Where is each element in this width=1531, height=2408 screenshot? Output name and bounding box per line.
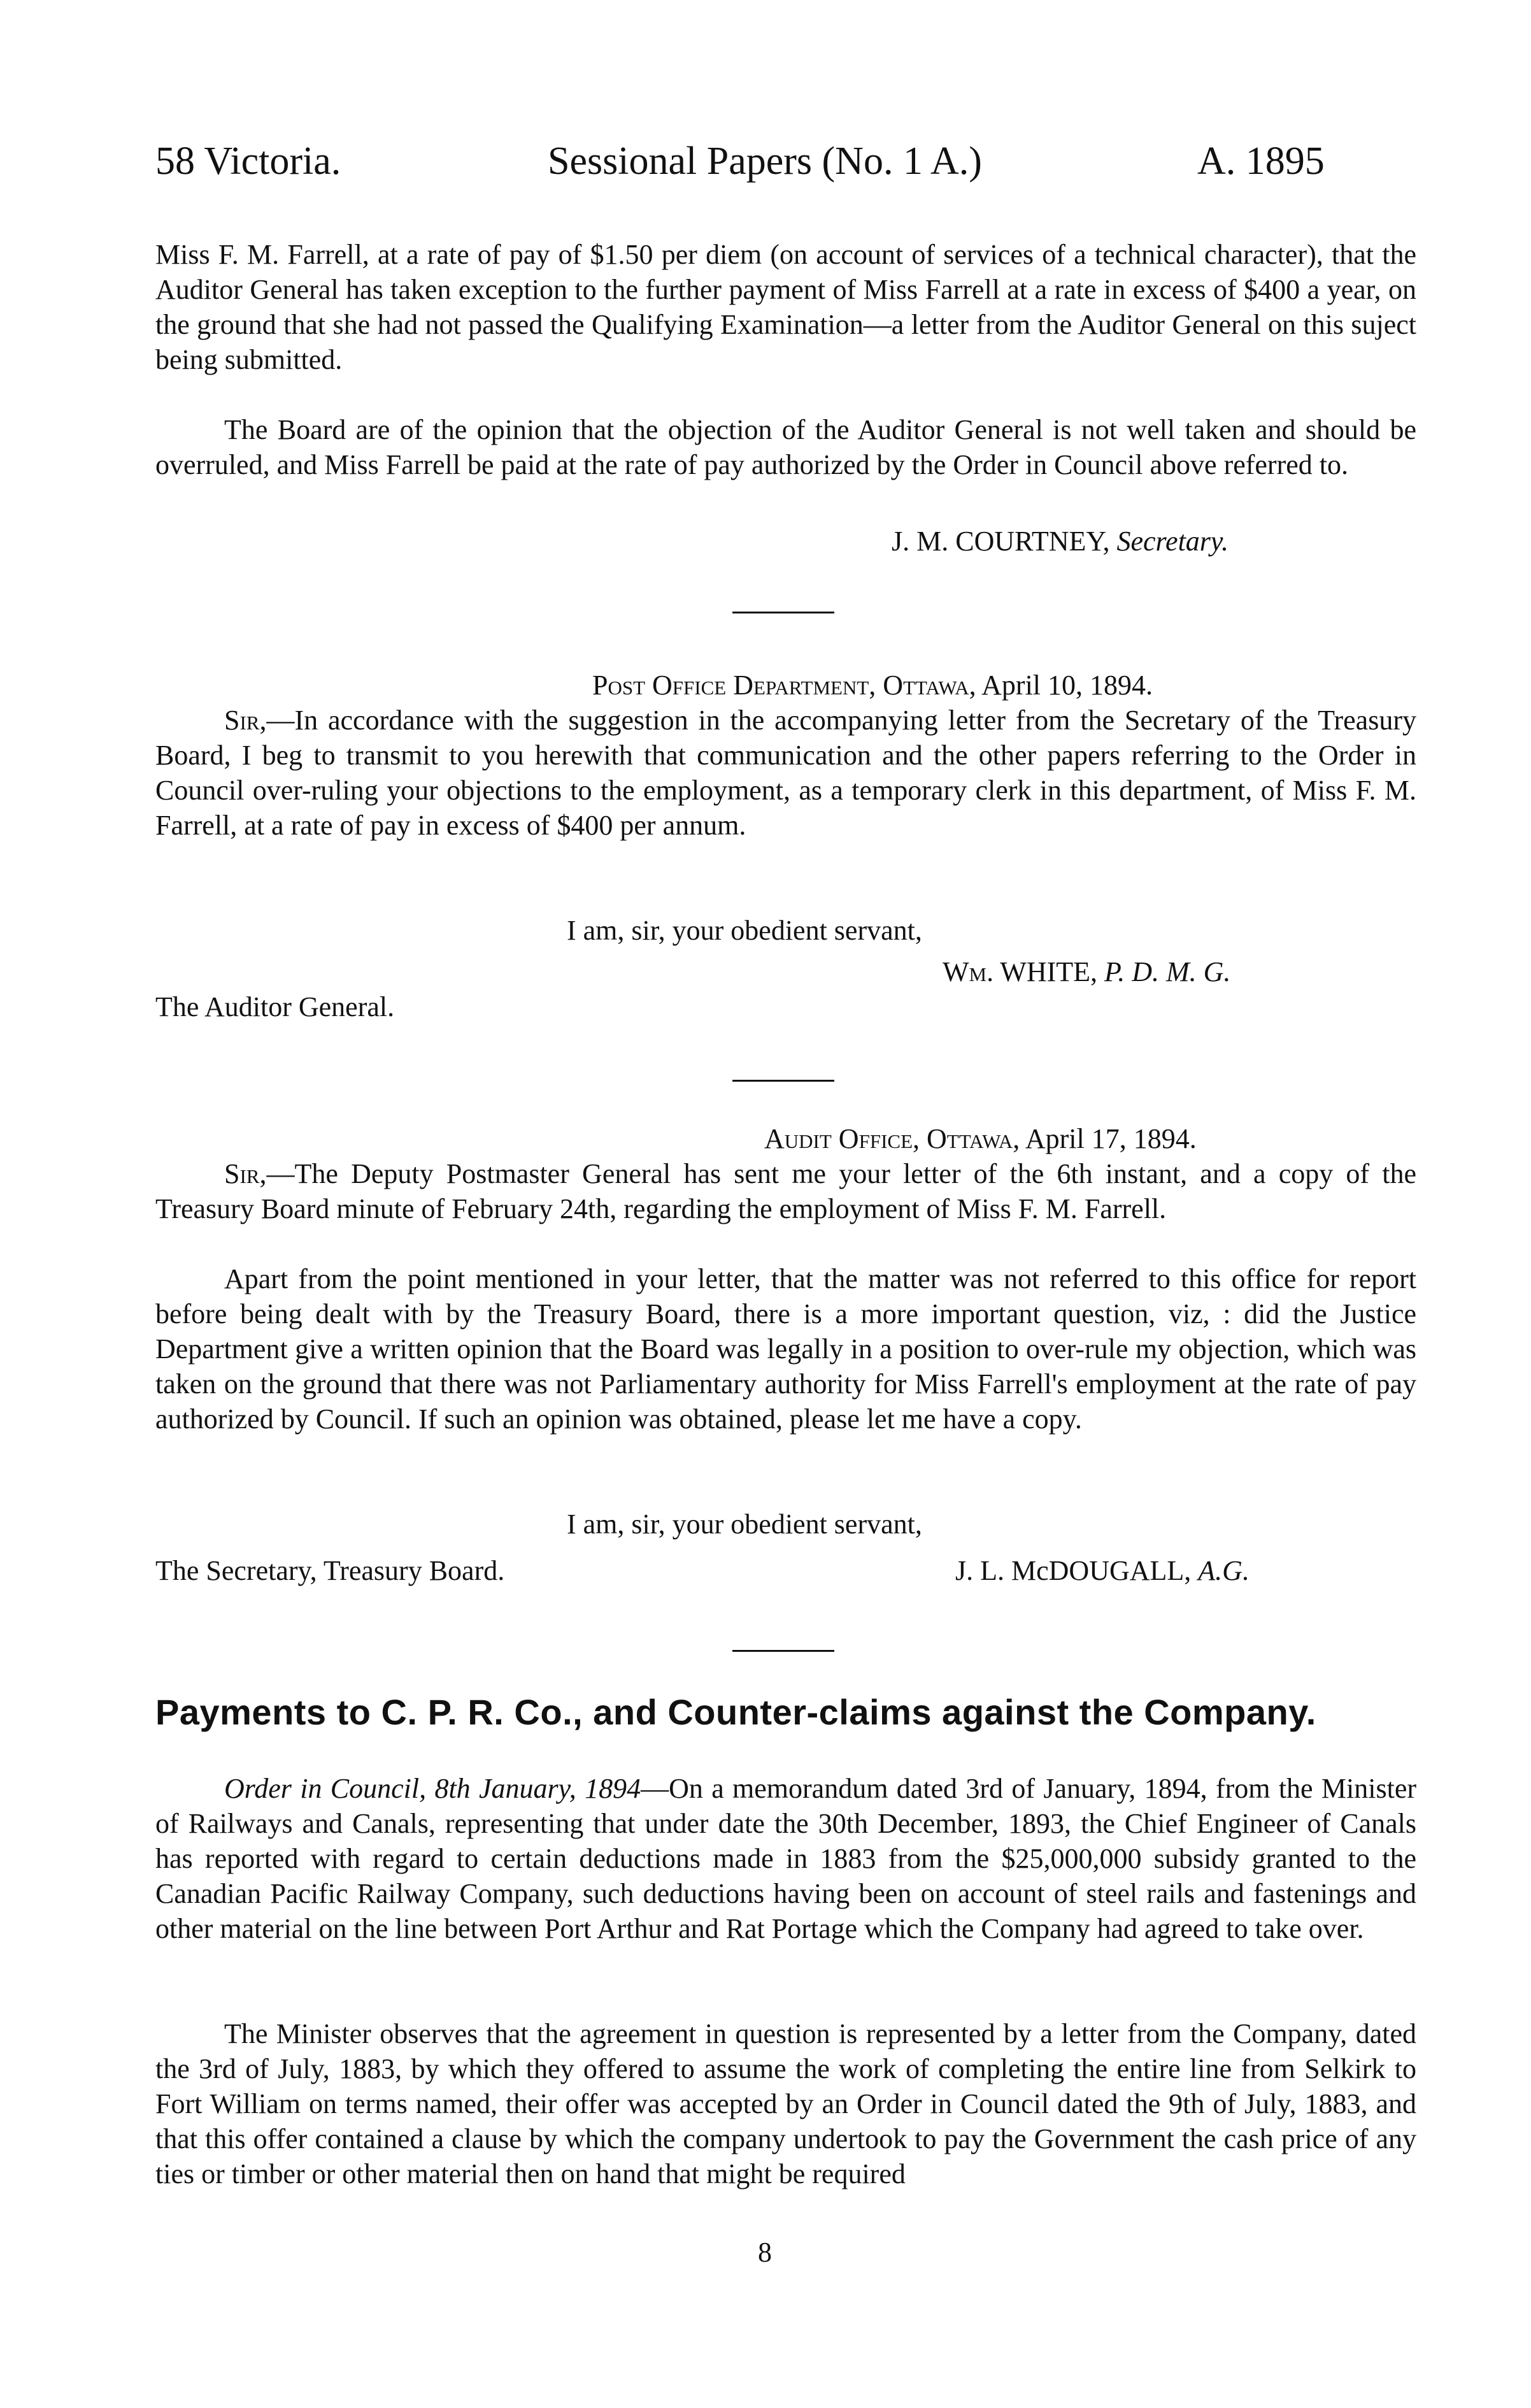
letter-white-body [155, 703, 1416, 843]
signer-title: P. D. M. G. [1104, 956, 1231, 987]
header-title: Sessional Papers (No. 1 A.) [548, 140, 982, 183]
letter-mcdougall-body-1 [155, 1156, 1416, 1226]
closing-line: I am, sir, your obedient servant, [567, 1509, 922, 1540]
header-year: A. 1895 [1197, 140, 1325, 183]
letter-mcdougall-body-2: Apart from the point mentioned in your letter, that the matter was not referred to this office for report before being dealt with by the Treasury Board, there is a more important question, viz, : did the Justice Department give a written opinion that the Board was legally in a position to over-rule my objection, which was taken on the ground that there was not Parliamentary authority for Miss Farrell's employment at the rate of pay authorized by Council. If such an opinion was obtained, please let me have a copy. [155, 1263, 1416, 1435]
signer-title: A.G. [1198, 1555, 1250, 1586]
paragraph-minister-observes: The Minister observes that the agreement in question is represented by a letter from the Company, dated the 3rd of July, 1883, by which they offered to assume the work of completing the entire line from Selkirk to Fort William on terms named, their offer was accepted by an Order in Council dated the 9th of July, 1883, and that this offer contained a clause by which the company undertook to pay the Government the cash price of any ties or timber or other material then on hand that might be required [155, 2018, 1416, 2189]
salutation: Sir, [224, 705, 267, 736]
closing-line: I am, sir, your obedient servant, [567, 915, 922, 946]
letter-body: —In accordance with the suggestion in the accompanying letter from the Secretary of the Treasury Board, I beg to transmit to you herewith that communication and the other papers referring to the Order in Council over-ruling your objections to the employment, as a temporary clerk in this department, of Miss F. M. Farrell, at a rate of pay in excess of $400 per annum. [155, 705, 1416, 841]
addressee: The Auditor General. [155, 991, 395, 1022]
addressee: The Secretary, Treasury Board. [155, 1555, 505, 1586]
letter-body: —The Deputy Postmaster General has sent me your letter of the 6th instant, and a copy of the Treasury Board minute of February 24th, regarding the employment of Miss F. M. Farrell. [155, 1158, 1416, 1224]
signature-courtney [892, 524, 1228, 559]
signature-name: J. M. COURTNEY, [892, 526, 1110, 557]
signer-name: J. L. McDOUGALL, [955, 1555, 1192, 1586]
paragraph-order-in-council [155, 1771, 1416, 1946]
page-number: 8 [758, 2237, 772, 2268]
signature-white [943, 954, 1230, 989]
dateline-date: April 10, 1894. [981, 670, 1153, 701]
dateline-post-office [592, 668, 1153, 703]
paragraph-board-opinion: The Board are of the opinion that the objection of the Auditor General is not well taken and should be overruled, and Miss Farrell be paid at the rate of pay authorized by the Order in Council above referred to. [155, 414, 1416, 480]
signature-mcdougall [955, 1553, 1250, 1588]
order-reference: Order in Council, 8th January, 1894 [224, 1773, 641, 1804]
dateline-office: Post Office Department, Ottawa, [592, 670, 976, 701]
divider-rule [732, 1650, 834, 1652]
header-session: 58 Victoria. [155, 140, 341, 183]
dateline-audit-office [764, 1121, 1197, 1156]
salutation: Sir, [224, 1158, 267, 1189]
paragraph-farrell-exception: Miss F. M. Farrell, at a rate of pay of $1.50 per diem (on account of services of a technical character), that the Auditor General has taken exception to the further payment of Miss Farrell at a rate in excess of $400 a year, on the ground that she had not passed the Qualifying Examination—a letter from the Auditor General on this suject being submitted. [155, 239, 1416, 375]
dateline-office: Audit Office, Ottawa, [764, 1123, 1020, 1154]
divider-rule [732, 612, 834, 613]
signature-title: Secretary. [1116, 526, 1229, 557]
dateline-date: April 17, 1894. [1025, 1123, 1197, 1154]
paragraph-text: —On a memorandum dated 3rd of January, 1894, from the Minister of Railways and Canals, representing that under date the 30th December, 1893, the Chief Engineer of Canals has reported with regard to certain deductions made in 1883 from the $25,000,000 subsidy granted to the Canadian Pacific Railway Company, such deductions having been on account of steel rails and fastenings and other material on the line between Port Arthur and Rat Portage which the Company had agreed to take over. [155, 1773, 1417, 1944]
divider-rule [732, 1080, 834, 1082]
section-heading: Payments to C. P. R. Co., and Counter-claims against the Company. [155, 1692, 1316, 1732]
signer-name: Wm. WHITE, [943, 956, 1098, 987]
